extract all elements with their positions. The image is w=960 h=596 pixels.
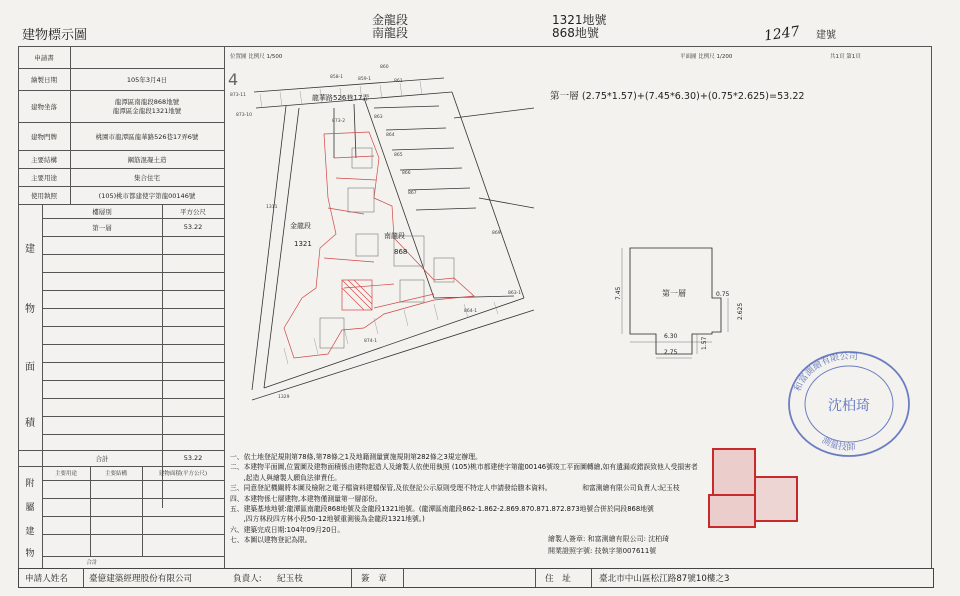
- area-total-label: 合計: [95, 454, 109, 463]
- area-header-sqm: 平方公尺: [180, 207, 206, 216]
- note-line: ,四方林段四方林小段50-12地號重測後為金龍段1321地號。): [230, 515, 425, 524]
- area-row-line: [42, 236, 224, 237]
- attached-col-area: 建物面積(平方公尺): [158, 471, 208, 477]
- area-row-line: [42, 398, 224, 399]
- label-draw-date: 繪製日期: [31, 75, 57, 84]
- lot-label: 873-11: [230, 93, 246, 98]
- lot-label: 874-1: [364, 339, 378, 344]
- label-permit: 使用執照: [31, 191, 57, 200]
- attached-col-use: 主要用途: [54, 471, 77, 477]
- area-row-line: [42, 326, 224, 327]
- document-title: 建物標示圖: [22, 28, 88, 43]
- label-application: 申請書: [34, 53, 54, 62]
- lot-label: 861: [394, 79, 403, 84]
- note-line: 四、本建物係七層建物,本建物僅測量第一層部份。: [230, 494, 382, 503]
- lot-label: 873-10: [236, 113, 252, 118]
- representative-label: 負責人:: [233, 574, 262, 584]
- floor-plan-drawing: [600, 238, 760, 368]
- handwritten-building-number: 1247: [763, 23, 801, 45]
- floor-name: 第一層: [92, 223, 112, 232]
- lot-label: 860: [380, 65, 389, 70]
- area-row-line: [42, 362, 224, 363]
- attached-row-line: [42, 534, 224, 535]
- area-header-floor: 樓層別: [92, 207, 112, 216]
- address-label: 住 址: [545, 574, 571, 584]
- area-row-line: [42, 416, 224, 417]
- stamp-ring-bottom: 測量技師: [819, 435, 856, 454]
- area-row-line: [42, 380, 224, 381]
- label-usage: 主要用途: [31, 173, 57, 182]
- address-value: 臺北市中山區松江路87號10樓之3: [599, 574, 730, 584]
- attached-side-2: 屬: [25, 502, 35, 513]
- dim-label: 6.30: [664, 333, 678, 340]
- label-address: 建物門牌: [31, 132, 57, 141]
- map-lot-left: 1321: [294, 240, 312, 248]
- map-lot-right: 868: [394, 248, 408, 256]
- applicant-name: 臺億建築經理股份有限公司: [89, 574, 193, 584]
- seal-label: 簽 章: [361, 574, 387, 584]
- value-usage: 集合住宅: [134, 173, 160, 182]
- notes-block: [230, 452, 920, 546]
- attached-total-label: 合計: [86, 560, 98, 566]
- applicant-bar: [18, 568, 934, 588]
- lot-label: 864: [386, 133, 395, 138]
- note-line: 七、本圖以建物登記為限。: [230, 536, 312, 545]
- attached-side-3: 建: [25, 526, 35, 537]
- lot-label: 864-1: [464, 309, 478, 314]
- lot-label: 1329: [278, 395, 290, 400]
- area-row-line: [42, 254, 224, 255]
- lot-label: 859-1: [358, 77, 372, 82]
- dim-label: 1.57: [701, 336, 708, 350]
- lot-label: 867: [408, 191, 417, 196]
- floor-area: 53.22: [183, 223, 203, 231]
- side-char-4: 積: [25, 417, 35, 429]
- license-number: 開業證照字號: 技執字第007611號: [548, 547, 657, 555]
- note-line: 五、建築基地地號:龍潭區南龍段868地號及金龍段1321地號。(龍潭區南龍段862-1.862-2.869.870.871.872.873地號合併於同段868地號: [230, 505, 654, 514]
- dim-label: 2.625: [737, 302, 744, 320]
- note-line: ,起造人與繪製人願負法律責任。: [230, 473, 341, 482]
- area-row-line: [42, 290, 224, 291]
- side-char-3: 面: [25, 361, 35, 373]
- map-section-right: 南龍段: [384, 232, 405, 240]
- area-row-line: [42, 218, 224, 219]
- building-info-table: [18, 46, 224, 568]
- value-location: [70, 90, 224, 122]
- value-draw-date: 105年3月4日: [126, 75, 168, 84]
- value-address: 桃園市龍潭區龍華路526巷17弄6號: [95, 132, 199, 141]
- lot-label: 863-1: [508, 291, 522, 296]
- note-line: 六、建築完成日期:104年09月20日。: [230, 525, 345, 534]
- dim-label: 0.75: [716, 291, 730, 298]
- section-name-1: 金龍段: [372, 13, 409, 27]
- stamp-ring-top: 和富測繪有限公司: [793, 351, 859, 394]
- road-label: 龍華路526巷17弄: [312, 94, 370, 102]
- location-line-2: 龍潭區金龍段1321地號: [112, 107, 182, 115]
- value-permit: (105)桃市都建使字第龍00146號: [98, 191, 196, 200]
- lot-label: 865: [394, 153, 403, 158]
- attached-col-structure: 主要結構: [104, 471, 127, 477]
- building-number-label: 建號: [816, 30, 836, 41]
- plan-room-label: 第一層: [662, 289, 686, 298]
- section-names: [372, 14, 408, 40]
- lot-label: 858-1: [330, 75, 344, 80]
- page-label: 共1頁 第1頁: [830, 54, 861, 60]
- value-structure: 鋼筋混凝土造: [127, 155, 167, 164]
- lot-number-1: 1321地號: [552, 13, 607, 27]
- attached-row-line: [42, 516, 224, 517]
- side-char-2: 物: [25, 303, 35, 315]
- lot-numbers: [552, 14, 607, 40]
- location-scale-label: 位置圖 比例尺 1/500: [230, 54, 283, 60]
- area-row-line: [42, 344, 224, 345]
- location-map: [224, 48, 554, 408]
- attached-side-1: 附: [25, 478, 35, 489]
- area-formula: 第一層 (2.75*1.57)+(7.45*6.30)+(0.75*2.625)=53.22: [550, 91, 805, 102]
- map-section-left: 金龍段: [290, 222, 311, 230]
- area-row-line: [42, 308, 224, 309]
- dim-label: 7.45: [615, 286, 622, 300]
- north-arrow-icon: 4: [228, 70, 239, 89]
- representative-name: 紀玉枝: [277, 574, 303, 584]
- plan-scale-label: 平面圖 比例尺 1/200: [680, 54, 733, 60]
- lot-label: 873-2: [332, 119, 346, 124]
- lot-label: 1311: [266, 205, 278, 210]
- area-row-line: [42, 434, 224, 435]
- frame-right: [931, 46, 932, 568]
- label-structure: 主要結構: [31, 155, 57, 164]
- section-name-2: 南龍段: [372, 26, 409, 40]
- applicant-label: 申請人姓名: [25, 574, 68, 584]
- location-line-1: 龍潭區南龍段868地號: [114, 98, 180, 106]
- area-total-value: 53.22: [183, 454, 203, 462]
- attached-row-line: [42, 498, 224, 499]
- svg-text:測量技師: [820, 434, 856, 453]
- attached-side-4: 物: [25, 548, 35, 559]
- lot-label: 863: [374, 115, 383, 120]
- lot-number-2: 868地號: [552, 26, 599, 40]
- drawer-signature: 繪製人簽章: 和富測繪有限公司: 沈柏琦: [548, 535, 670, 543]
- note-line: 一、依土地登記規則第78條,第78條之1及地籍測量實施規則第282條之3規定辦理。: [230, 453, 482, 461]
- dim-label: 2.75: [664, 349, 678, 356]
- side-char-1: 建: [25, 243, 35, 255]
- note-line: 三、同意登記機關將本圖及檢附之電子檔資料建檔保管,及依登記公示原則受理不特定人申請發給謄本資料。 和富測繪有限公司負責人:紀玉枝: [230, 484, 680, 493]
- lot-label: 866: [402, 171, 411, 176]
- label-location: 建物坐落: [31, 102, 57, 111]
- stamp-name: 沈柏琦: [828, 398, 870, 414]
- lot-label: 869: [492, 231, 501, 236]
- surveyor-stamp: [784, 348, 914, 460]
- area-row-line: [42, 272, 224, 273]
- note-line: 二、本建物平面圖,位置圖及建物面積係由建物起造人及繪製人依使用執照 (105)桃市都建使字第龍00146號竣工平面圖轉繪,如有遺漏或錯誤致他人受損害者: [230, 463, 698, 472]
